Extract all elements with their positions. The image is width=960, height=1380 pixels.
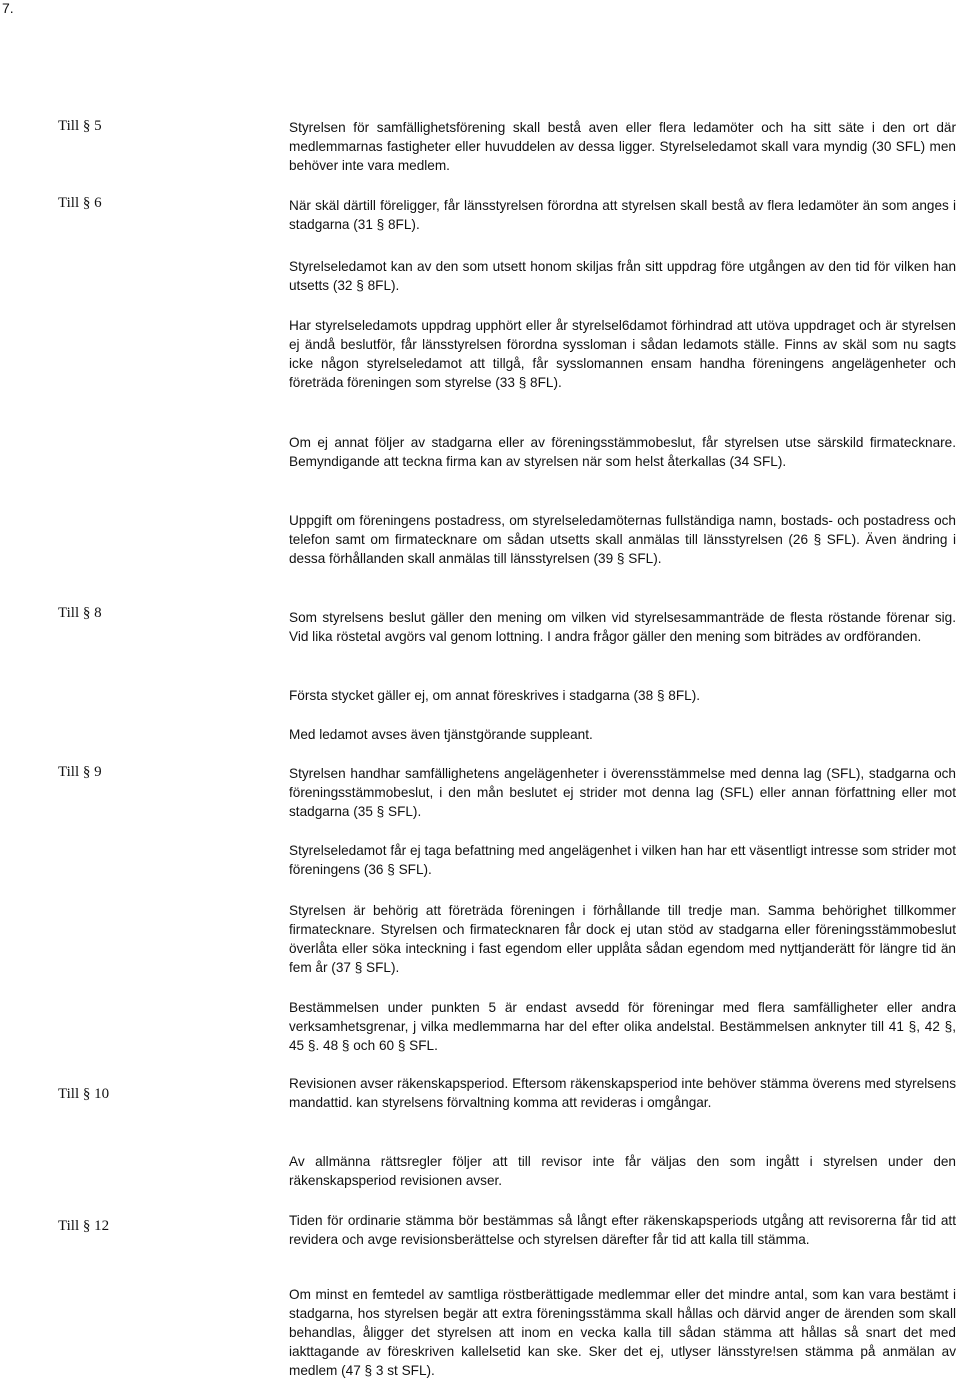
section-label-till-5: Till § 5 xyxy=(58,118,102,134)
section-label-till-10: Till § 10 xyxy=(58,1086,110,1102)
paragraph-member-definition: Med ledamot avses även tjänstgörande suppleant. xyxy=(289,727,593,742)
paragraph-representation: Styrelsen är behörig att företräda föreningen i förhållande till tredje man. Samma behörighet tillkommer firmatecknare. Styrelsen och firmatecknaren får dock ej utan stöd av stadgarna eller föreningsstämmobeslut överlåta eller söka inteckning i fast egendom eller upplåta sådan egendom med nyttjanderätt för längre tid än fem år (37 § SFL). xyxy=(289,903,956,975)
paragraph-board-decision: Som styrelsens beslut gäller den mening om vilken vid styrelsesammanträde de flesta röstande förenar sig. Vid lika röstetal avgörs val genom lottning. I andra frågor gäller den mening som biträdes av ordföranden. xyxy=(289,610,956,644)
section-label-till-8: Till § 8 xyxy=(58,605,102,621)
paragraph-extra-meeting: Om minst en femtedel av samtliga röstberättigade medlemmar eller det mindre antal, som kan vara bestämt i stadgarna, hos styrelsen begär att extra föreningsstämma skall hållas och därvid anger de ärenden som skall behandlas, åligger det styrelsen att inom en vecka kalla till sådan stämma att hållas så snart det med iakttagande av föreskriven kallelsetid kan ske. Sker det ej, utlyser länsstyre!sen stämma på anmälan av medlem (47 § 3 st SFL). xyxy=(289,1287,956,1378)
section-label-till-6: Till § 6 xyxy=(58,195,102,211)
section-label-till-12: Till § 12 xyxy=(58,1218,110,1234)
paragraph-signatory: Om ej annat följer av stadgarna eller av föreningsstämmobeslut, får styrelsen utse särskild firmatecknare. Bemyndigande att teckna firma kan av styrelsen när som helst återkallas (34 SFL). xyxy=(289,435,956,469)
paragraph-first-clause: Första stycket gäller ej, om annat föreskrives i stadgarna (38 § 8FL). xyxy=(289,688,701,703)
paragraph-audit-period: Revisionen avser räkenskapsperiod. Eftersom räkenskapsperiod inte behöver stämma överens med styrelsens mandattid. kan styrelsens förvaltning komma att revideras i omgångar. xyxy=(289,1076,956,1110)
page-number: 7. xyxy=(2,0,14,16)
paragraph-board-composition: Styrelsen för samfällighetsförening skall bestå aven eller flera ledamöter och ha sitt säte i den ort där medlemmarnas fastigheter eller huvuddelen av dessa ligger. Styrelseledamot skall vara myndig (30 SFL) men behöver inte vara medlem. xyxy=(289,120,956,173)
paragraph-address-report: Uppgift om föreningens postadress, om styrelseledamöternas fullständiga namn, bostads- och postadress och telefon samt om firmatecknare om sådan utsetts skall anmälas till länsstyrelsen (26 § SFL). Även ändring i dessa förhållanden skall anmälas till länsstyrelsen (39 § SFL). xyxy=(289,513,956,566)
section-label-till-9: Till § 9 xyxy=(58,764,102,780)
paragraph-trustee: Har styrelseledamots uppdrag upphört eller år styrelsel6damot förhindrad att utöva uppdraget och är styrelsen ej ändå beslutför, får länsstyrelsen förordna syssloman i sådan ledamots ställe. Finns av skäl som nu sagts icke någon styrelseledamot att tillgå, får sysslomannen ensam handha föreningens angelägenheter och företräda föreningen som styrelse (33 § 8FL). xyxy=(289,318,956,390)
paragraph-ordinary-meeting: Tiden för ordinarie stämma bör bestämmas så långt efter räkenskapsperiods utgång att revisorerna får tid att revidera och avge revisionsberättelse och styrelsen därefter får tid att kalla till stämma. xyxy=(289,1213,956,1247)
paragraph-provision-5: Bestämmelsen under punkten 5 är endast avsedd för föreningar med flera samfälligheter eller andra verksamhetsgrenar, j vilka medlemmarna har del efter olika andelstal. Bestämmelsen anknyter till 41 §, 42 §, 45 §. 48 § och 60 § SFL. xyxy=(289,1000,956,1053)
paragraph-auditor-eligibility: Av allmänna rättsregler följer att till revisor inte får väljas den som ingått i styrelsen under den räkenskapsperiod revisionen avser. xyxy=(289,1154,956,1188)
paragraph-additional-members: När skäl därtill föreligger, får länsstyrelsen förordna att styrelsen skall bestå av flera ledamöter än som anges i stadgarna (31 § 8FL). xyxy=(289,198,956,232)
paragraph-removal: Styrelseledamot kan av den som utsett honom skiljas från sitt uppdrag före utgången av den tid för vilken han utsetts (32 § 8FL). xyxy=(289,259,956,293)
paragraph-board-duties: Styrelsen handhar samfällighetens angelägenheter i överensstämmelse med denna lag (SFL), stadgarna och föreningsstämmobeslut, i den mån beslutet ej strider mot denna lag (SFL) eller annan författning eller mot stadgarna (35 § SFL). xyxy=(289,766,956,819)
paragraph-conflict-of-interest: Styrelseledamot får ej taga befattning med angelägenhet i vilken han har ett väsentligt intresse som strider mot föreningens (36 § SFL). xyxy=(289,843,956,877)
